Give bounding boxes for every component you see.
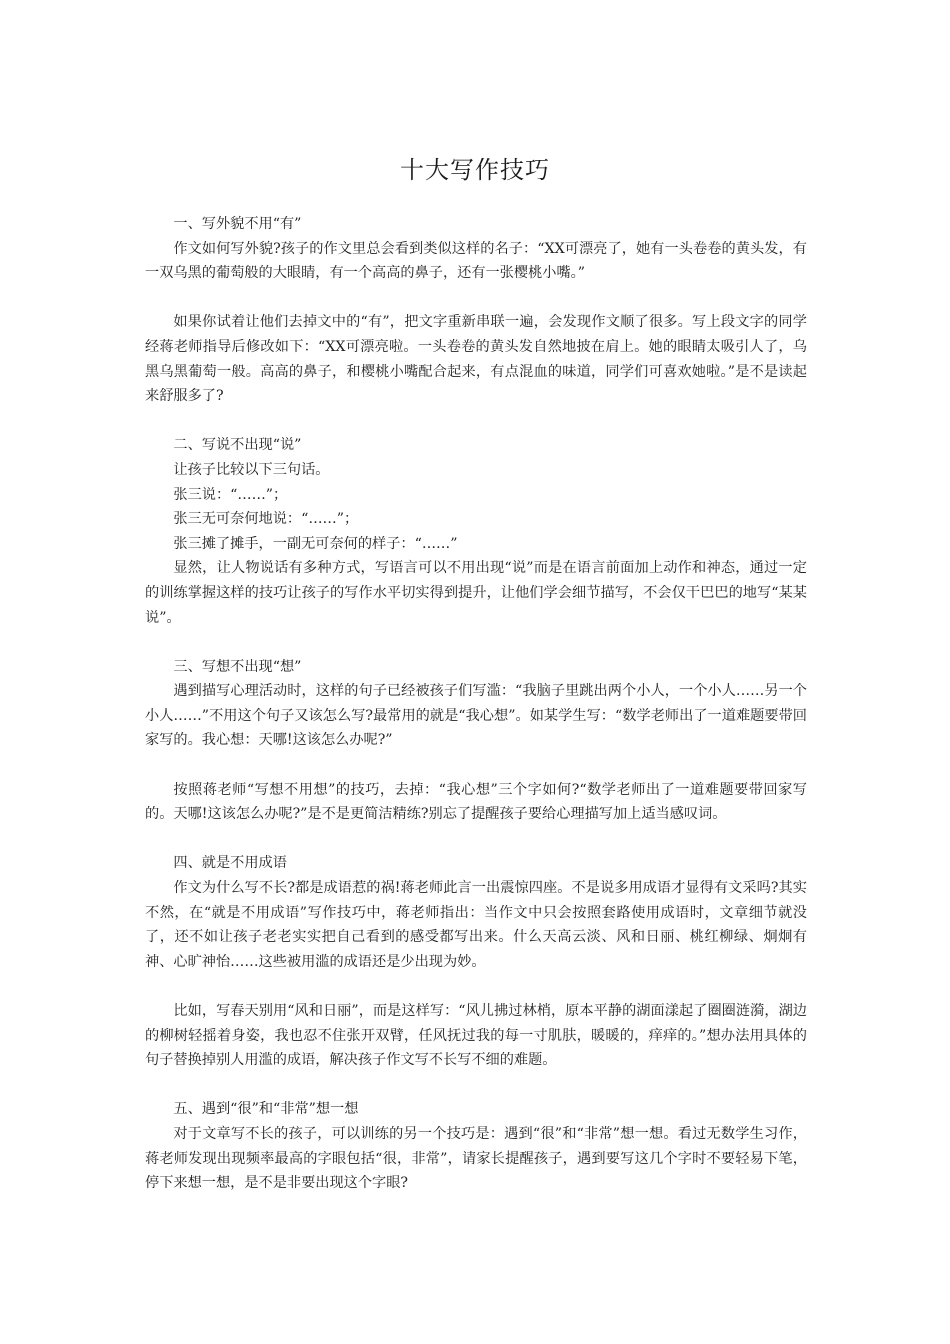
dialogue-example: 张三无可奈何地说：“……”； — [173, 511, 359, 528]
section-heading-1: 一、写外貌不用“有” — [173, 216, 302, 232]
paragraph: 作文如何写外貌?孩子的作文里总会看到类似这样的名子：“XX可漂亮了，她有一头卷卷的黄头发，有一双乌黑的葡萄般的大眼睛，有一个高高的鼻子，还有一张樱桃小嘴。” — [145, 240, 807, 282]
paragraph: 如果你试着让他们去掉文中的“有”，把文字重新串联一遍，会发现作文顺了很多。写上段文字的同学经蒋老师指导后修改如下：“XX可漂亮啦。一头卷卷的黄头发自然地披在肩上。她的眼睛太吸引人了，乌黑乌黑葡萄一般。高高的鼻子，和樱桃小嘴配合起来，有点混血的味道，同学们可喜欢她啦。”是不是读起来舒服多了? — [145, 314, 807, 405]
section-heading-4: 四、就是不用成语 — [173, 855, 287, 872]
paragraph: 作文为什么写不长?都是成语惹的祸!蒋老师此言一出震惊四座。不是说多用成语才显得有文采吗?其实不然，在“就是不用成语”写作技巧中，蒋老师指出：当作文中只会按照套路使用成语时，文章细节就没了，还不如让孩子老老实实把自己看到的感受都写出来。什么天高云淡、风和日丽、桃红柳绿、炯炯有神、心旷神怡……这些被用滥的成语还是少出现为妙。 — [145, 880, 807, 970]
paragraph: 对于文章写不长的孩子，可以训练的另一个技巧是：遇到“很”和“非常”想一想。看过无数学生习作，蒋老师发现出现频率最高的字眼包括“很，非常”，请家长提醒孩子，遇到要写这几个字时不要轻易下笔，停下来想一想，是不是非要出现这个字眼? — [145, 1125, 807, 1192]
document-title: 十大写作技巧 — [400, 156, 550, 184]
document-body — [145, 212, 807, 1196]
paragraph: 按照蒋老师“写想不用想”的技巧，去掉：“我心想”三个字如何?“数学老师出了一道难题要带回家写的。天哪!这该怎么办呢?”是不是更简洁精练?别忘了提醒孩子要给心理描写加上适当感叹词。 — [145, 781, 807, 823]
paragraph: 让孩子比较以下三句话。 — [173, 461, 330, 478]
dialogue-example: 张三摊了摊手，一副无可奈何的样子：“……” — [173, 535, 458, 552]
paragraph: 显然，让人物说话有多种方式，写语言可以不用出现“说”而是在语言前面加上动作和神态，通过一定的训练掌握这样的技巧让孩子的写作水平切实得到提升，让他们学会细节描写，不会仅干巴巴的地写“某某说”。 — [145, 560, 807, 626]
paragraph: 遇到描写心理活动时，这样的句子已经被孩子们写滥：“我脑子里跳出两个小人，一个小人……另一个小人……”不用这个句子又该怎么写?最常用的就是“我心想”。如某学生写：“数学老师出了一道难题要带回家写的。我心想：天哪!这该怎么办呢?” — [145, 683, 807, 749]
paragraph: 比如，写春天别用“风和日丽”，而是这样写：“风儿拂过林梢，原本平静的湖面漾起了圈圈涟漪，湖边的柳树轻摇着身姿，我也忍不住张开双臂，任风抚过我的每一寸肌肤，暖暖的，痒痒的。”想办法用具体的句子替换掉别人用滥的成语，解决孩子作文写不长写不细的难题。 — [145, 1003, 807, 1069]
dialogue-example: 张三说：“……”； — [173, 486, 288, 503]
section-heading-2: 二、写说不出现“说” — [173, 437, 302, 454]
section-heading-3: 三、写想不出现“想” — [173, 658, 302, 675]
section-heading-5: 五、遇到“很”和“非常”想一想 — [173, 1101, 359, 1118]
